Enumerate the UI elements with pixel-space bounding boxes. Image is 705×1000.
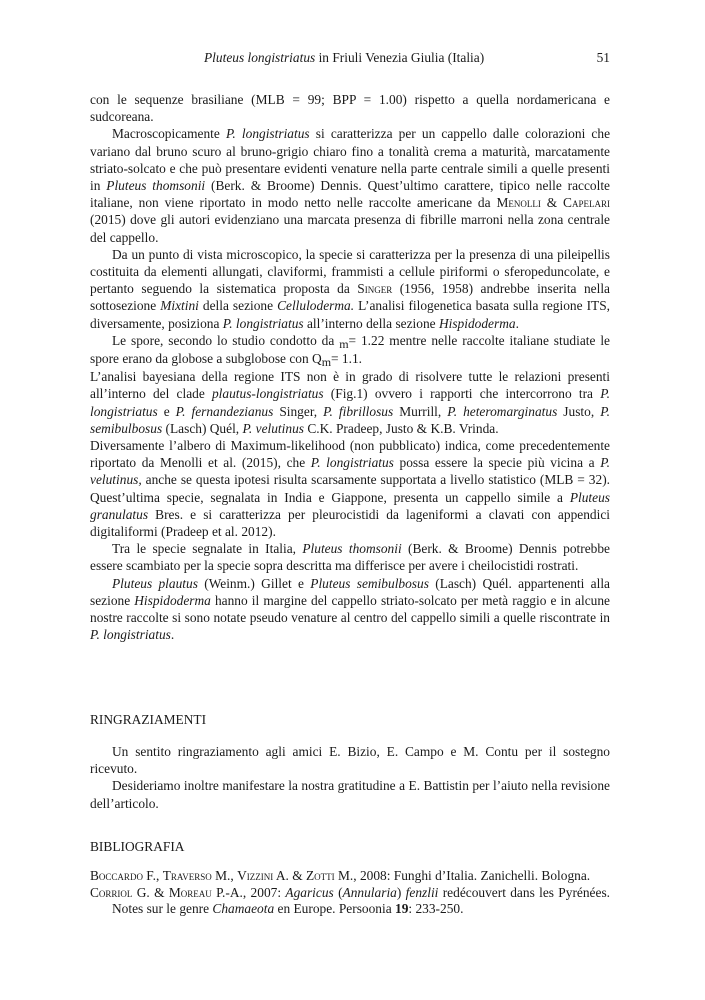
ringraziamenti-paragraph-1: Un sentito ringraziamento agli amici E. Bizio, E. Campo e M. Contu per il sostegno ricevuto.: [90, 744, 610, 777]
paragraph-5: L’analisi bayesiana della regione ITS non è in grado di risolvere tutte le relazioni presenti all’interno del clade plautus-longistriatus (Fig.1) ovvero i rapporti che intercorrono tra P. longistriatus e P. fernandezianus Singer, P. fibrillosus Murrill, P. heteromarginatus Justo, P. semibulbosus (Lasch) Quél, P. velutinus C.K. Pradeep, Justo & K.B. Vrinda.: [90, 369, 610, 436]
paragraph-4: Le spore, secondo lo studio condotto da m= 1.22 mentre nelle raccolte italiane studiate le spore erano da globose a subglobose con Qm= 1.1.: [90, 332, 610, 370]
ringraziamenti-heading: RINGRAZIAMENTI: [90, 712, 207, 727]
page-number: 51: [596, 50, 610, 65]
paragraph-8: Pluteus plautus (Weinm.) Gillet e Pluteus semibulbosus (Lasch) Quél. appartenenti alla sezione Hispidoderma hanno il margine del cappello striato-solcato per metà raggio e in alcune nostre raccolte si sono notate pseudo venature al centro del cappello simili a quelle riscontrate in P. longistriatus.: [90, 575, 610, 643]
ringraziamenti-text: [90, 743, 610, 812]
reference-2: Corriol G. & Moreau P.-A., 2007: Agaricus (Annularia) fenzlii redécouvert dans les Pyrénées. Notes sur le genre Chamaeota en Europe. Persoonia 19: 233-250.: [90, 885, 610, 916]
bibliografia-list: [90, 868, 610, 918]
reference-1: Boccardo F., Traverso M., Vizzini A. & Zotti M., 2008: Funghi d’Italia. Zanichelli. Bologna.: [90, 868, 591, 883]
ringraziamenti-paragraph-2: Desideriamo inoltre manifestare la nostra gratitudine a E. Battistin per l’aiuto nella revisione dell’articolo.: [90, 778, 610, 811]
running-header: [90, 50, 610, 70]
paragraph-6: Diversamente l’albero di Maximum-likelihood (non pubblicato) indica, come precedentemente riportato da Menolli et al. (2015), che P. longistriatus possa essere la specie più vicina a P. velutinus, anche se questa ipotesi risulta scarsamente supportata a livello statistico (MLB = 32). Quest’ultima specie, segnalata in India e Giappone, presenta un cappello simile a Pluteus granulatus Bres. e si caratterizza per pleurocistidi da lageniformi a clavati con appendici digitaliformi (Pradeep et al. 2012).: [90, 438, 611, 540]
paragraph-2: Macroscopicamente P. longistriatus si caratterizza per un cappello dalle colorazioni che variano dal bruno scuro al bruno-grigio chiaro fino a tonalità crema a maturità, marcatamente striato-solcato e che può presentare evidenti venature nella parte centrale simili a quelle presenti in Pluteus thomsonii (Berk. & Broome) Dennis. Quest’ultimo carattere, tipico nelle raccolte italiane, non viene riportato in modo netto nelle raccolte americane da Menolli & Capelari (2015) dove gli autori evidenziano una marcata presenza di fibrille marroni nella zona centrale del cappello.: [90, 126, 611, 245]
bibliografia-heading: BIBLIOGRAFIA: [90, 839, 185, 854]
paragraph-7: Tra le specie segnalate in Italia, Pluteus thomsonii (Berk. & Broome) Dennis potrebbe essere scambiato per la specie sopra descritta ma differisce per avere i cheilocistidi rostrati.: [90, 541, 610, 574]
paragraph-1: con le sequenze brasiliane (MLB = 99; BPP = 1.00) rispetto a quella nordamericana e sudcoreana.: [90, 92, 610, 125]
body-text: [90, 91, 610, 644]
running-title: Pluteus longistriatus in Friuli Venezia Giulia (Italia): [204, 50, 485, 65]
paragraph-3: Da un punto di vista microscopico, la specie si caratterizza per la presenza di una pileipellis costituita da elementi allungati, claviformi, frammisti a cellule piriformi o sferopeduncolate, e pertanto seguendo la sistematica proposta da Singer (1956, 1958) andrebbe inserita nella sottosezione Mixtini della sezione Celluloderma. L’analisi filogenetica basata sulla regione ITS, diversamente, posiziona P. longistriatus all’interno della sezione Hispidoderma.: [90, 246, 610, 331]
